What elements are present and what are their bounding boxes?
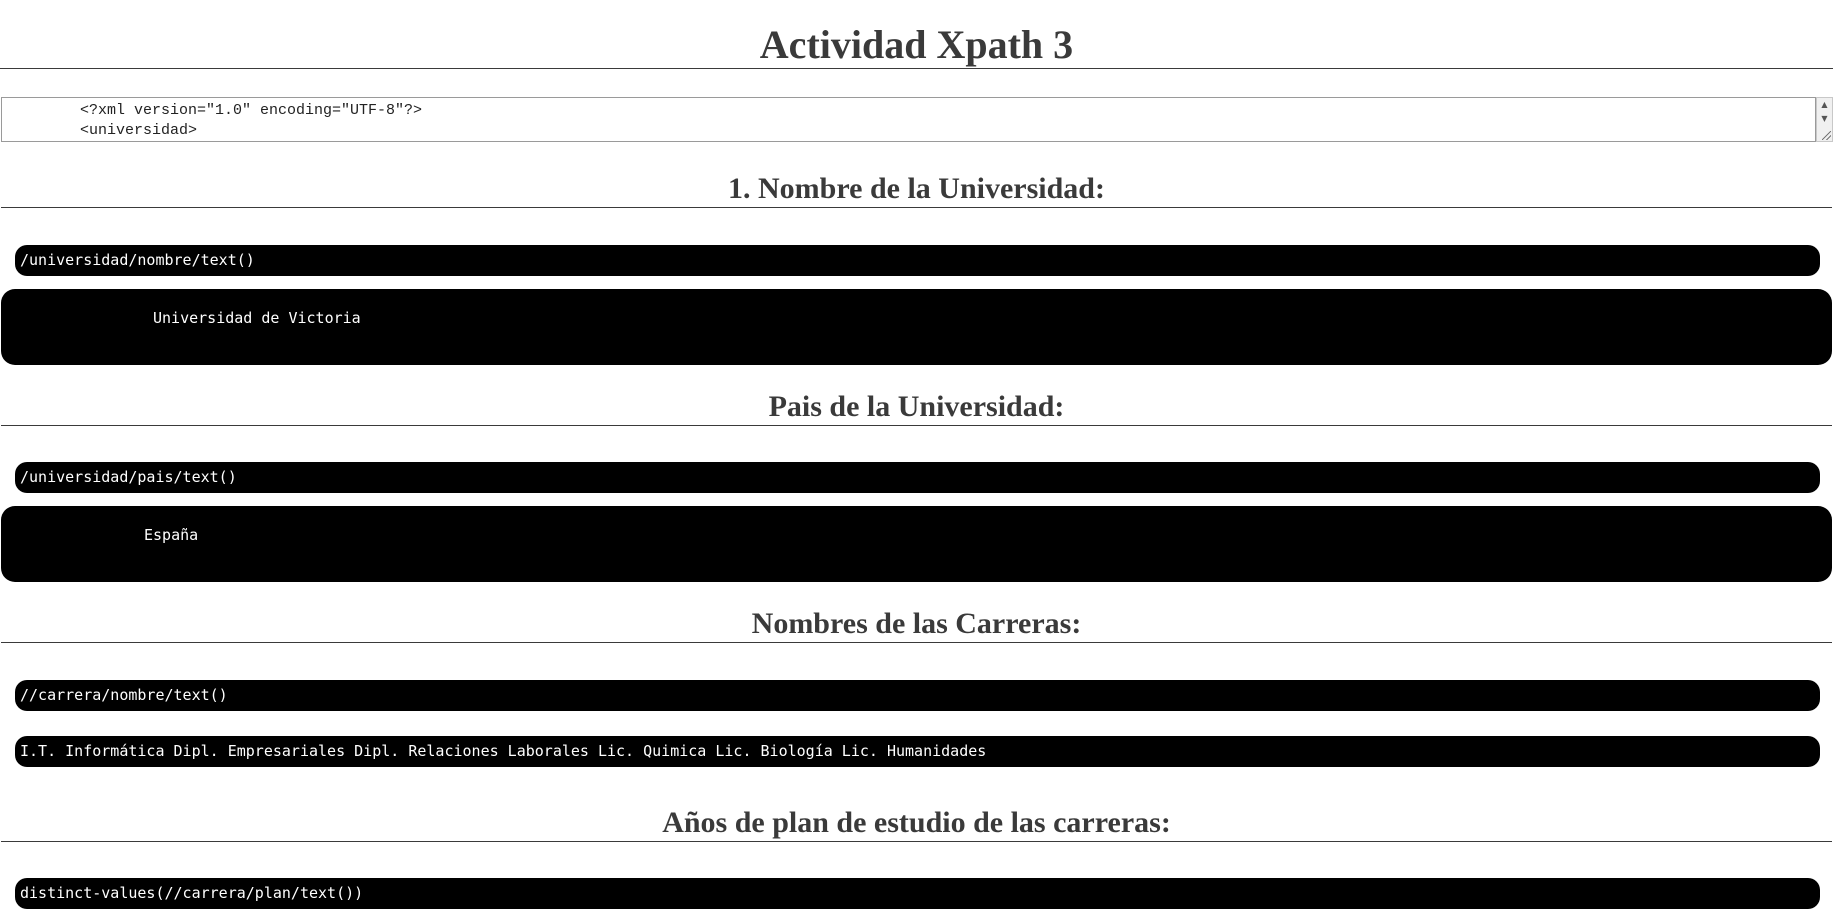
xml-declaration-line: <?xml version="1.0" encoding="UTF-8"?> — [80, 102, 423, 119]
result-university-name — [1, 289, 1832, 365]
query-university-name: /universidad/nombre/text() — [15, 245, 1820, 276]
result-degree-names: I.T. Informática Dipl. Empresariales Dipl. Relaciones Laborales Lic. Quimica Lic. Biología Lic. Humanidades — [15, 736, 1820, 767]
section-heading-university-name: 1. Nombre de la Universidad: — [1, 171, 1832, 208]
scroll-down-icon[interactable]: ▼ — [1821, 114, 1828, 123]
scroll-up-icon[interactable]: ▲ — [1821, 100, 1828, 109]
section-heading-degree-names: Nombres de las Carreras: — [1, 606, 1832, 643]
page-title: Actividad Xpath 3 — [0, 0, 1833, 69]
section-heading-university-country: Pais de la Universidad: — [1, 389, 1832, 426]
resize-grip-icon[interactable] — [1822, 131, 1831, 140]
query-degree-names: //carrera/nombre/text() — [15, 680, 1820, 711]
result-text: Universidad de Victoria — [153, 309, 361, 327]
xml-source-textarea[interactable] — [1, 97, 1816, 142]
query-plan-years: distinct-values(//carrera/plan/text()) — [15, 878, 1820, 909]
query-university-country: /universidad/pais/text() — [15, 462, 1820, 493]
textarea-scrollbar[interactable] — [1816, 97, 1833, 142]
section-heading-plan-years: Años de plan de estudio de las carreras: — [1, 805, 1832, 842]
result-university-country — [1, 506, 1832, 582]
result-text: España — [144, 526, 199, 544]
xml-root-line: <universidad> — [80, 122, 198, 139]
